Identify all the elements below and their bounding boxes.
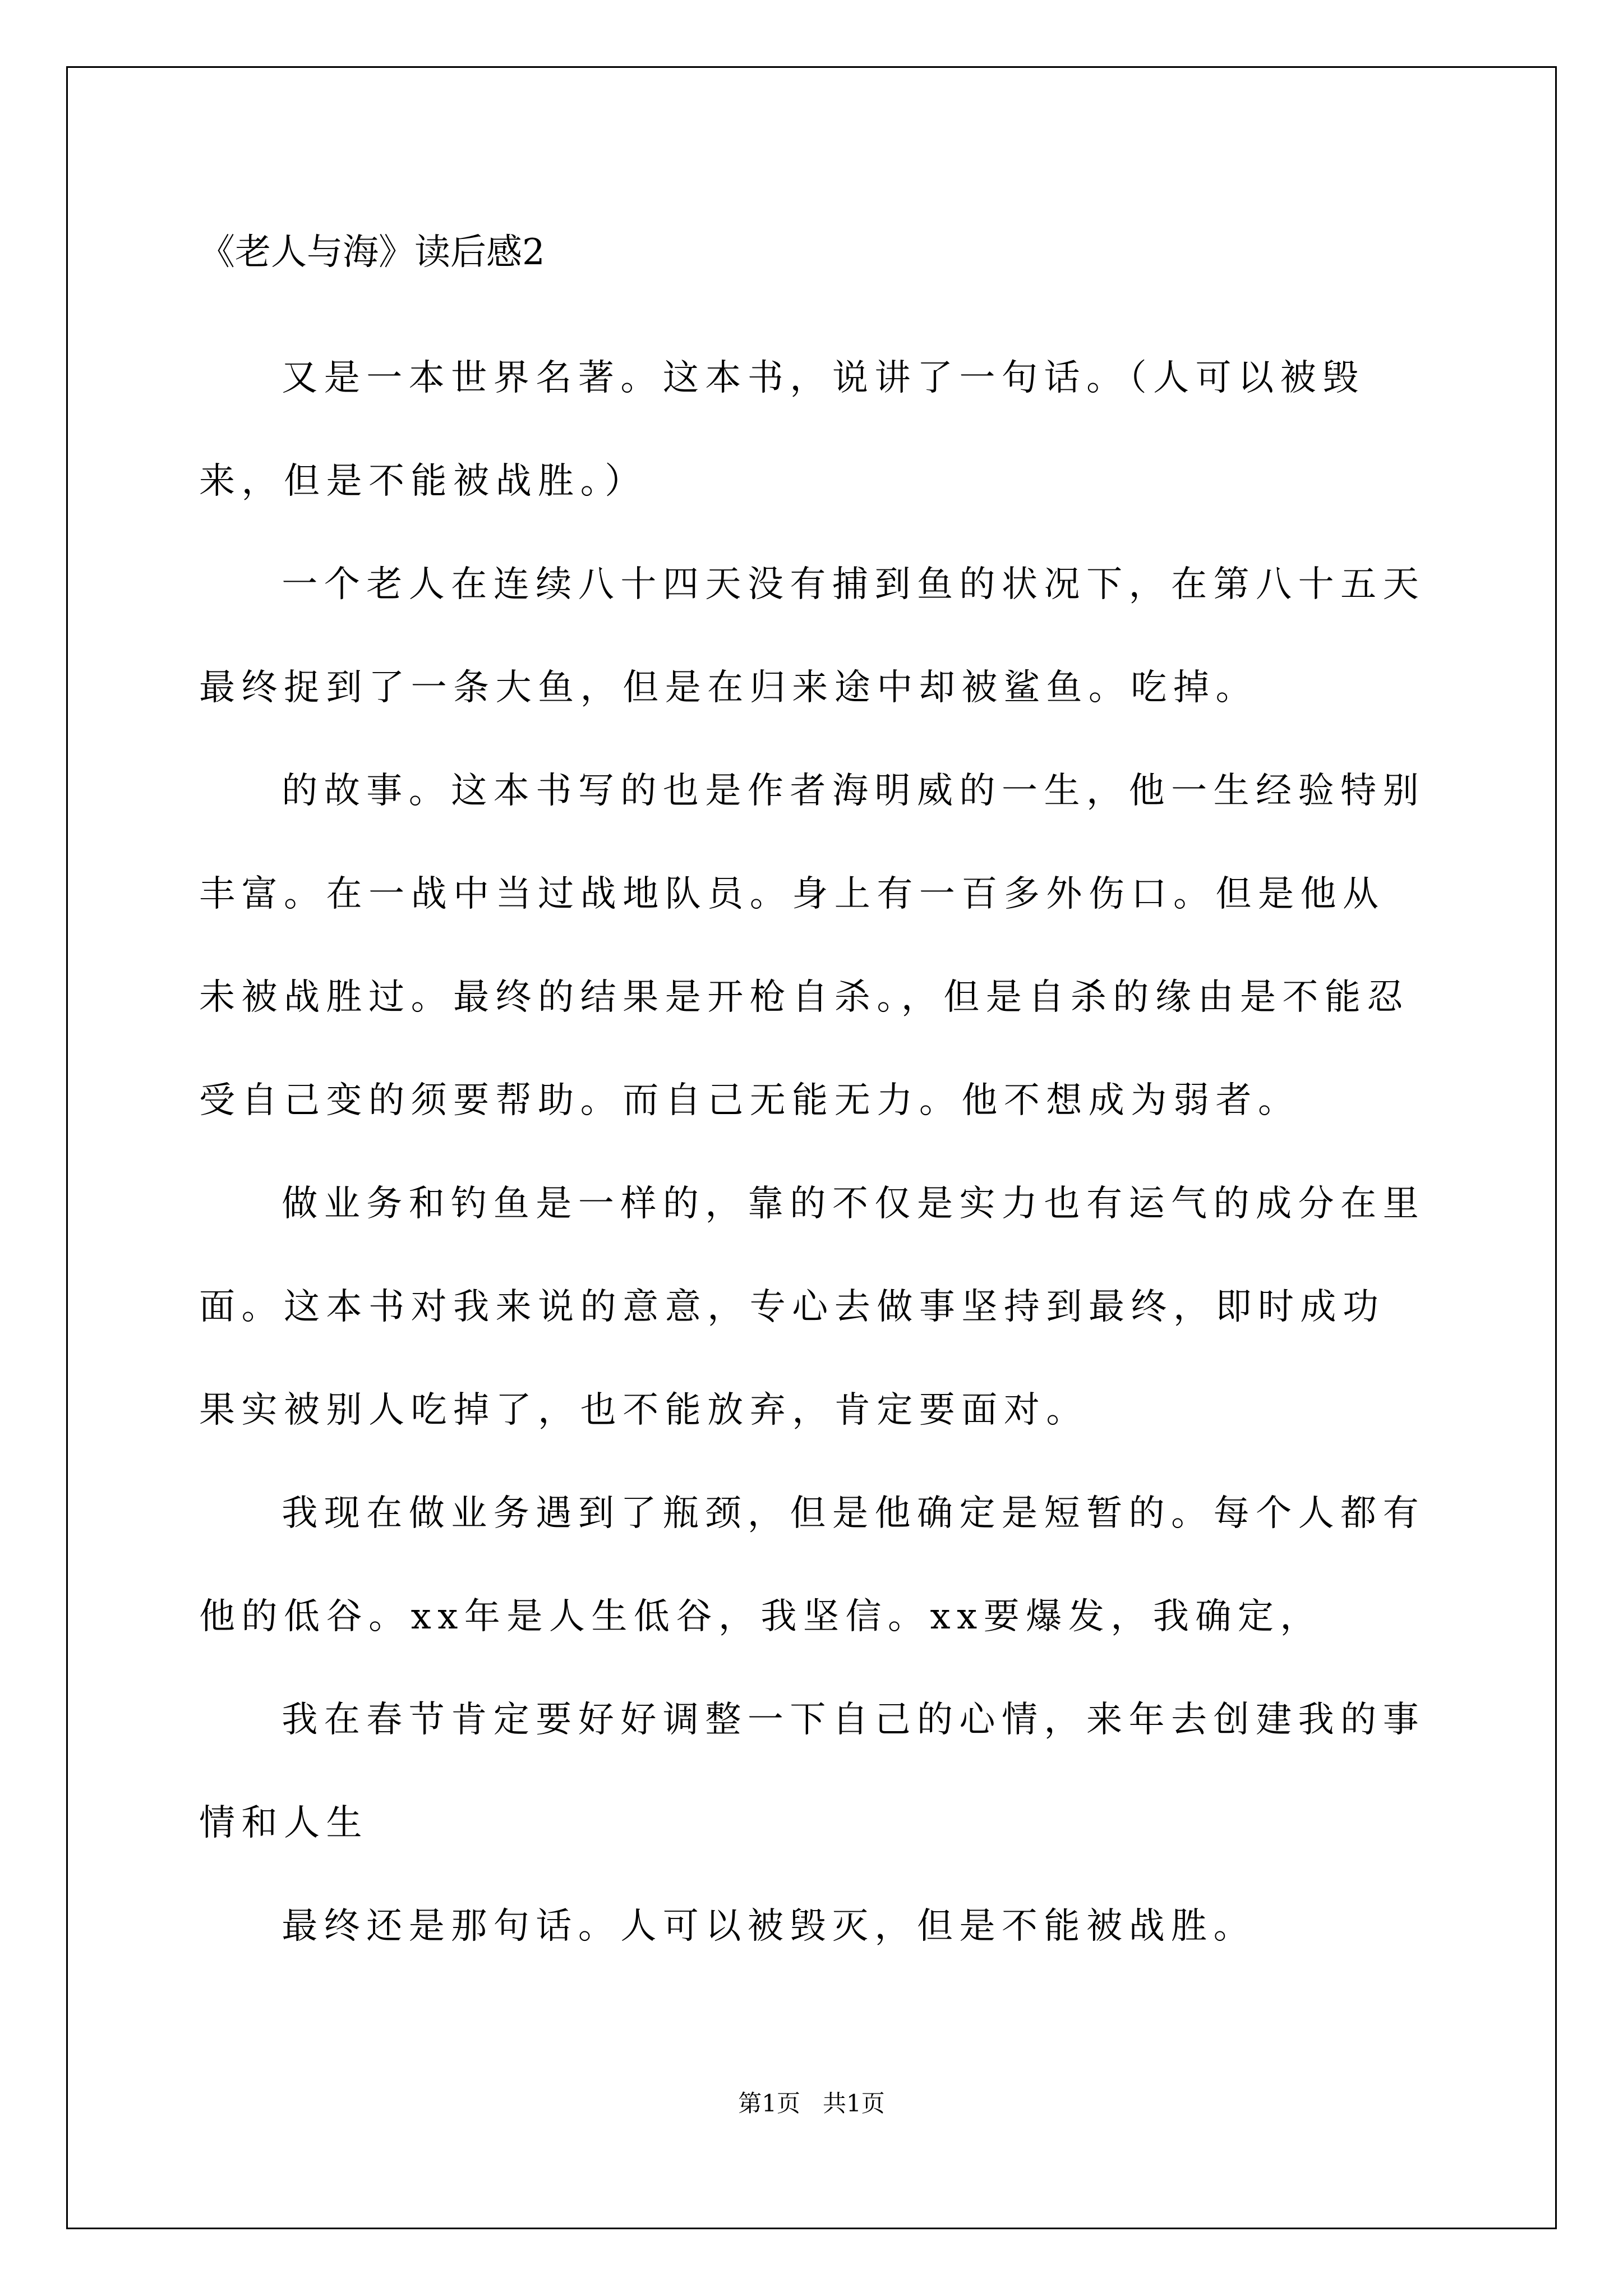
paragraph-3: 的故事。这本书写的也是作者海明威的一生，他一生经验特别丰富。在一战中当过战地队员。身上有一百多外伤口。但是他从未被战胜过。最终的结果是开枪自杀。，但是自杀的缘由是不能忍受自己变的须要帮助。而自己无能无力。他不想成为弱者。 [199,770,1426,1121]
paragraph-2: 一个老人在连续八十四天没有捕到鱼的状况下，在第八十五天最终捉到了一条大鱼，但是在归来途中却被鲨鱼。吃掉。 [199,564,1426,708]
paragraph-5: 我现在做业务遇到了瓶颈，但是他确定是短暂的。每个人都有他的低谷。xx年是人生低谷，我坚信。xx要爆发，我确定， [199,1493,1426,1637]
page-number-footer: 第1页 共1页 [738,2090,885,2117]
paragraph-4: 做业务和钓鱼是一样的，靠的不仅是实力也有运气的成分在里面。这本书对我来说的意意，专心去做事坚持到最终，即时成功果实被别人吃掉了，也不能放弃，肯定要面对。 [199,1183,1426,1431]
document-title: 《老人与海》读后感2 [199,232,545,273]
paragraph-6: 我在春节肯定要好好调整一下自己的心情，来年去创建我的事情和人生 [199,1699,1426,1844]
paragraph-1: 又是一本世界名著。这本书，说讲了一句话。（人可以被毁来，但是不能被战胜。） [199,357,1365,502]
paragraph-7: 最终还是那句话。人可以被毁灭，但是不能被战胜。 [282,1906,1256,1947]
document-body [199,223,1427,1978]
